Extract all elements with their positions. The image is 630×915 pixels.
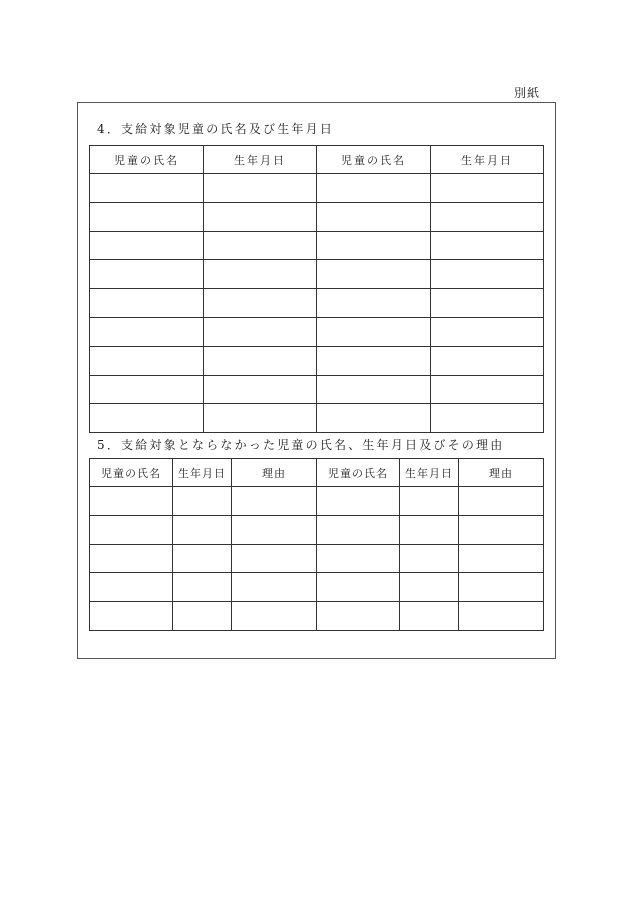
table-cell[interactable]: [90, 404, 204, 433]
table-cell[interactable]: [173, 602, 232, 631]
table-cell[interactable]: [204, 231, 317, 260]
header-child-name: 児童の氏名: [317, 459, 400, 487]
table-cell[interactable]: [317, 260, 431, 289]
table-cell[interactable]: [90, 202, 204, 231]
table-row: [90, 289, 544, 318]
table-cell[interactable]: [204, 346, 317, 375]
table-cell[interactable]: [204, 317, 317, 346]
header-child-name: 児童の氏名: [90, 146, 204, 174]
section-4-title: 4．支給対象児童の氏名及び生年月日: [97, 122, 335, 136]
table-header-row: [90, 146, 544, 174]
table-row: [90, 375, 544, 404]
table-cell[interactable]: [90, 375, 204, 404]
table-cell[interactable]: [173, 487, 232, 516]
table-cell[interactable]: [400, 602, 459, 631]
table-cell[interactable]: [232, 573, 317, 602]
table-cell[interactable]: [232, 544, 317, 573]
table-cell[interactable]: [173, 544, 232, 573]
table-cell[interactable]: [90, 174, 204, 203]
table-cell[interactable]: [400, 487, 459, 516]
table-cell[interactable]: [317, 515, 400, 544]
table-cell[interactable]: [204, 174, 317, 203]
table-cell[interactable]: [459, 602, 544, 631]
table-cell[interactable]: [317, 573, 400, 602]
table-cell[interactable]: [431, 317, 544, 346]
table-cell[interactable]: [317, 602, 400, 631]
table-cell[interactable]: [90, 573, 173, 602]
header-child-name: 児童の氏名: [317, 146, 431, 174]
table-cell[interactable]: [400, 515, 459, 544]
table-cell[interactable]: [204, 375, 317, 404]
table-cell[interactable]: [459, 487, 544, 516]
table-header-row: [90, 459, 544, 487]
section-5-title: 5．支給対象とならなかった児童の氏名、生年月日及びその理由: [97, 438, 505, 452]
table-cell[interactable]: [317, 346, 431, 375]
table-row: [90, 346, 544, 375]
header-birth-date: 生年月日: [173, 459, 232, 487]
table-row: [90, 404, 544, 433]
table-cell[interactable]: [431, 289, 544, 318]
table-cell[interactable]: [317, 487, 400, 516]
table-cell[interactable]: [232, 602, 317, 631]
table-cell[interactable]: [90, 544, 173, 573]
table-cell[interactable]: [90, 260, 204, 289]
header-birth-date: 生年月日: [204, 146, 317, 174]
table-cell[interactable]: [317, 174, 431, 203]
table-cell[interactable]: [173, 515, 232, 544]
table-row: [90, 602, 544, 631]
table-cell[interactable]: [400, 544, 459, 573]
table-cell[interactable]: [317, 289, 431, 318]
header-reason: 理由: [459, 459, 544, 487]
table-cell[interactable]: [459, 544, 544, 573]
table-cell[interactable]: [317, 317, 431, 346]
table-row: [90, 515, 544, 544]
table-cell[interactable]: [232, 487, 317, 516]
table-cell[interactable]: [431, 346, 544, 375]
table-cell[interactable]: [204, 260, 317, 289]
table-cell[interactable]: [317, 202, 431, 231]
table-cell[interactable]: [90, 487, 173, 516]
table-cell[interactable]: [431, 375, 544, 404]
table-cell[interactable]: [431, 260, 544, 289]
table-cell[interactable]: [317, 231, 431, 260]
table-cell[interactable]: [204, 202, 317, 231]
table-cell[interactable]: [90, 515, 173, 544]
section-4-table: [89, 145, 544, 433]
table-row: [90, 231, 544, 260]
table-cell[interactable]: [317, 375, 431, 404]
table-cell[interactable]: [90, 317, 204, 346]
table-row: [90, 260, 544, 289]
header-birth-date: 生年月日: [400, 459, 459, 487]
table-cell[interactable]: [204, 404, 317, 433]
table-row: [90, 487, 544, 516]
table-row: [90, 544, 544, 573]
table-cell[interactable]: [431, 404, 544, 433]
table-cell[interactable]: [90, 346, 204, 375]
table-row: [90, 202, 544, 231]
table-cell[interactable]: [204, 289, 317, 318]
table-cell[interactable]: [431, 231, 544, 260]
table-cell[interactable]: [173, 573, 232, 602]
page-label: 別紙: [513, 86, 540, 100]
table-cell[interactable]: [317, 544, 400, 573]
table-cell[interactable]: [400, 573, 459, 602]
header-child-name: 児童の氏名: [90, 459, 173, 487]
header-birth-date: 生年月日: [431, 146, 544, 174]
table-cell[interactable]: [232, 515, 317, 544]
table-cell[interactable]: [459, 573, 544, 602]
table-cell[interactable]: [431, 174, 544, 203]
table-cell[interactable]: [90, 602, 173, 631]
table-cell[interactable]: [459, 515, 544, 544]
table-cell[interactable]: [431, 202, 544, 231]
section-5-table: [89, 458, 544, 631]
table-cell[interactable]: [90, 231, 204, 260]
table-row: [90, 573, 544, 602]
header-reason: 理由: [232, 459, 317, 487]
table-cell[interactable]: [317, 404, 431, 433]
table-row: [90, 174, 544, 203]
table-row: [90, 317, 544, 346]
table-cell[interactable]: [90, 289, 204, 318]
